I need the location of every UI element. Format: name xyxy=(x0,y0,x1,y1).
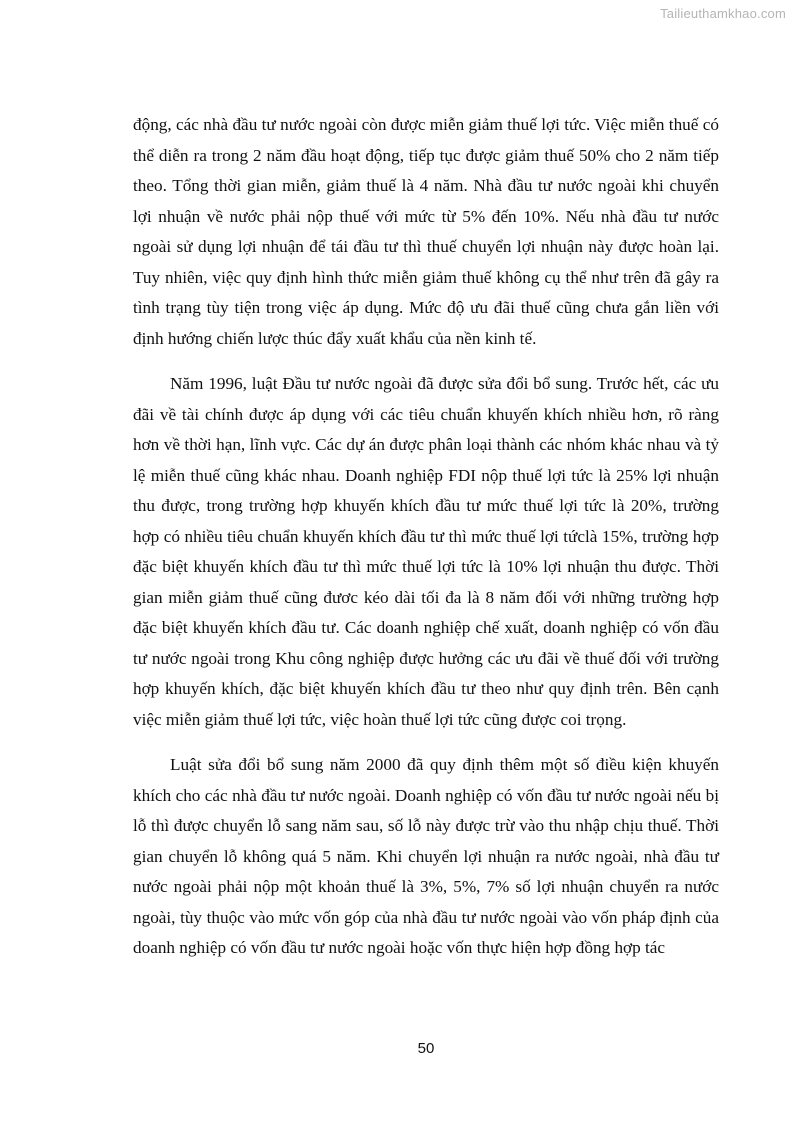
page-number: 50 xyxy=(417,1040,435,1057)
paragraph: Luật sửa đổi bổ sung năm 2000 đã quy định thêm một số điều kiện khuyến khích cho các nhà đầu tư nước ngoài. Doanh nghiệp có vốn đầu tư nước ngoài nếu bị lỗ thì được chuyển lỗ sang năm sau, số lỗ này được trừ vào thu nhập chịu thuế. Thời gian chuyển lỗ không quá 5 năm. Khi chuyển lợi nhuận ra nước ngoài, nhà đầu tư nước ngoài phải nộp một khoản thuế là 3%, 5%, 7% số lợi nhuận chuyển ra nước ngoài, tùy thuộc vào mức vốn góp của nhà đầu tư nước ngoài vào vốn pháp định của doanh nghiệp có vốn đầu tư nước ngoài hoặc vốn thực hiện hợp đồng hợp tác xyxy=(133,755,719,957)
paragraph: động, các nhà đầu tư nước ngoài còn được miễn giảm thuế lợi tức. Việc miễn thuế có thể diễn ra trong 2 năm đầu hoạt động, tiếp tục được giảm thuế 50% cho 2 năm tiếp theo. Tổng thời gian miễn, giảm thuế là 4 năm. Nhà đầu tư nước ngoài khi chuyển lợi nhuận về nước phải nộp thuế với mức từ 5% đến 10%. Nếu nhà đầu tư nước ngoài sử dụng lợi nhuận để tái đầu tư thì thuế chuyển lợi nhuận này được hoàn lại. Tuy nhiên, việc quy định hình thức miễn giảm thuế không cụ thể như trên đã gây ra tình trạng tùy tiện trong việc áp dụng. Mức độ ưu đãi thuế cũng chưa gắn liền với định hướng chiến lược thúc đẩy xuất khẩu của nền kinh tế. xyxy=(133,115,719,348)
watermark-text: Tailieuthamkhao.com xyxy=(660,6,786,21)
paragraph: Năm 1996, luật Đầu tư nước ngoài đã được sửa đổi bổ sung. Trước hết, các ưu đãi về tài chính được áp dụng với các tiêu chuẩn khuyến khích nhiều hơn, rõ ràng hơn về thời hạn, lĩnh vực. Các dự án được phân loại thành các nhóm khác nhau và tỷ lệ miễn thuế cũng khác nhau. Doanh nghiệp FDI nộp thuế lợi tức là 25% lợi nhuận thu được, trong trường hợp khuyến khích đầu tư mức thuế lợi tức là 20%, trường hợp có nhiều tiêu chuẩn khuyến khích đầu tư thì mức thuế lợi tứclà 15%, trường hợp đặc biệt khuyến khích đầu tư thì mức thuế lợi tức là 10% lợi nhuận thu được. Thời gian miễn giảm thuế cũng đươc kéo dài tối đa là 8 năm đối với những trường hợp đặc biệt khuyến khích đầu tư. Các doanh nghiệp chế xuất, doanh nghiệp có vốn đầu tư nước ngoài trong Khu công nghiệp được hưởng các ưu đãi về thuế đối với trường hợp khuyến khích, đặc biệt khuyến khích đầu tư theo như quy định trên. Bên cạnh việc miễn giảm thuế lợi tức, việc hoàn thuế lợi tức cũng được coi trọng. xyxy=(133,374,719,729)
document-body xyxy=(133,110,719,964)
